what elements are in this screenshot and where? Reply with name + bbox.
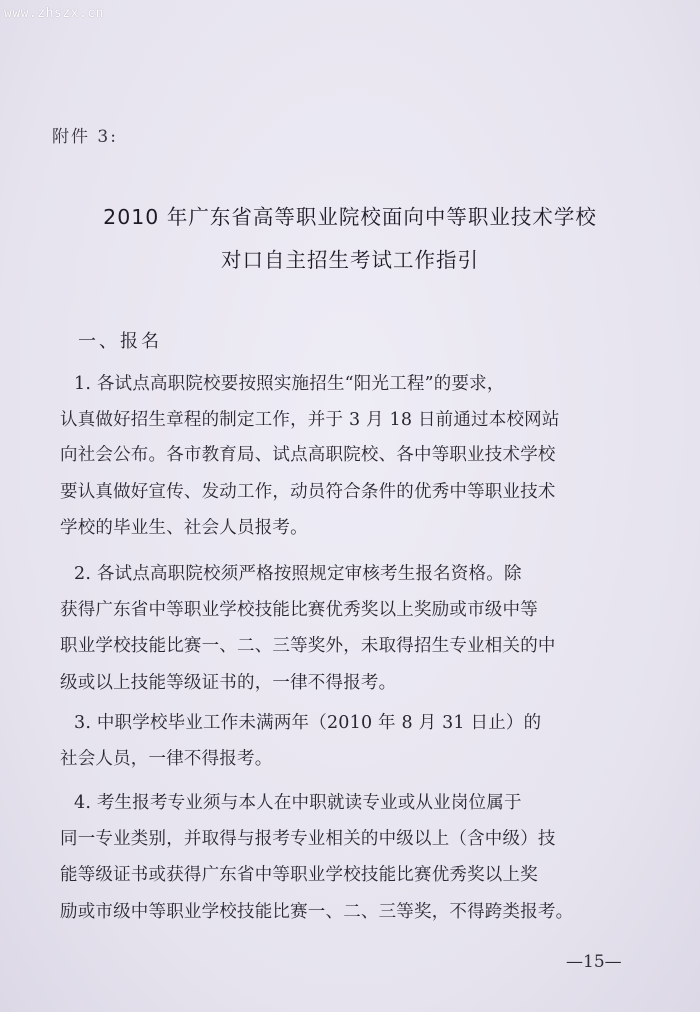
document-title-line-2: 对口自主招生考试工作指引: [221, 248, 479, 272]
paragraph-2-line-4: 级或以上技能等级证书的，一律不得报考。: [60, 673, 397, 693]
paragraph-1-line-1: 1. 各试点高职院校要按照实施招生“阳光工程”的要求，: [74, 374, 505, 394]
paragraph-3-line-2: 社会人员，一律不得报考。: [60, 749, 273, 769]
paragraph-1-line-3: 向社会公布。各市教育局、试点高职院校、各中等职业技术学校: [60, 445, 556, 465]
paragraph-1-line-4: 要认真做好宣传、发动工作，动员符合条件的优秀中等职业技术: [60, 482, 556, 502]
paragraph-1-line-2: 认真做好招生章程的制定工作，并于 3 月 18 日前通过本校网站: [60, 410, 560, 430]
paragraph-4-line-1: 4. 考生报考专业须与本人在中职就读专业或从业岗位属于: [74, 793, 522, 813]
document-title-line-1: 2010 年广东省高等职业院校面向中等职业技术学校: [103, 205, 597, 229]
page-number: —15—: [566, 952, 622, 972]
attachment-label: 附件 3:: [52, 127, 118, 147]
paragraph-3-line-1: 3. 中职学校毕业工作未满两年（2010 年 8 月 31 日止）的: [74, 713, 542, 733]
paragraph-1-line-5: 学校的毕业生、社会人员报考。: [60, 518, 308, 538]
paragraph-2-line-1: 2. 各试点高职院校须严格按照规定审核考生报名资格。除: [74, 564, 522, 584]
paragraph-4-line-4: 励或市级中等职业学校技能比赛一、二、三等奖，不得跨类报考。: [60, 902, 574, 922]
section-heading: 一、报名: [78, 331, 162, 352]
paragraph-4-line-2: 同一专业类别，并取得与报考专业相关的中级以上（含中级）技: [60, 829, 556, 849]
paragraph-2-line-3: 职业学校技能比赛一、二、三等奖外，未取得招生专业相关的中: [60, 636, 556, 656]
site-watermark: www.zhszx.cn: [4, 6, 104, 21]
paragraph-4-line-3: 能等级证书或获得广东省中等职业学校技能比赛优秀奖以上奖: [60, 865, 538, 885]
paragraph-2-line-2: 获得广东省中等职业学校技能比赛优秀奖以上奖励或市级中等: [60, 600, 538, 620]
